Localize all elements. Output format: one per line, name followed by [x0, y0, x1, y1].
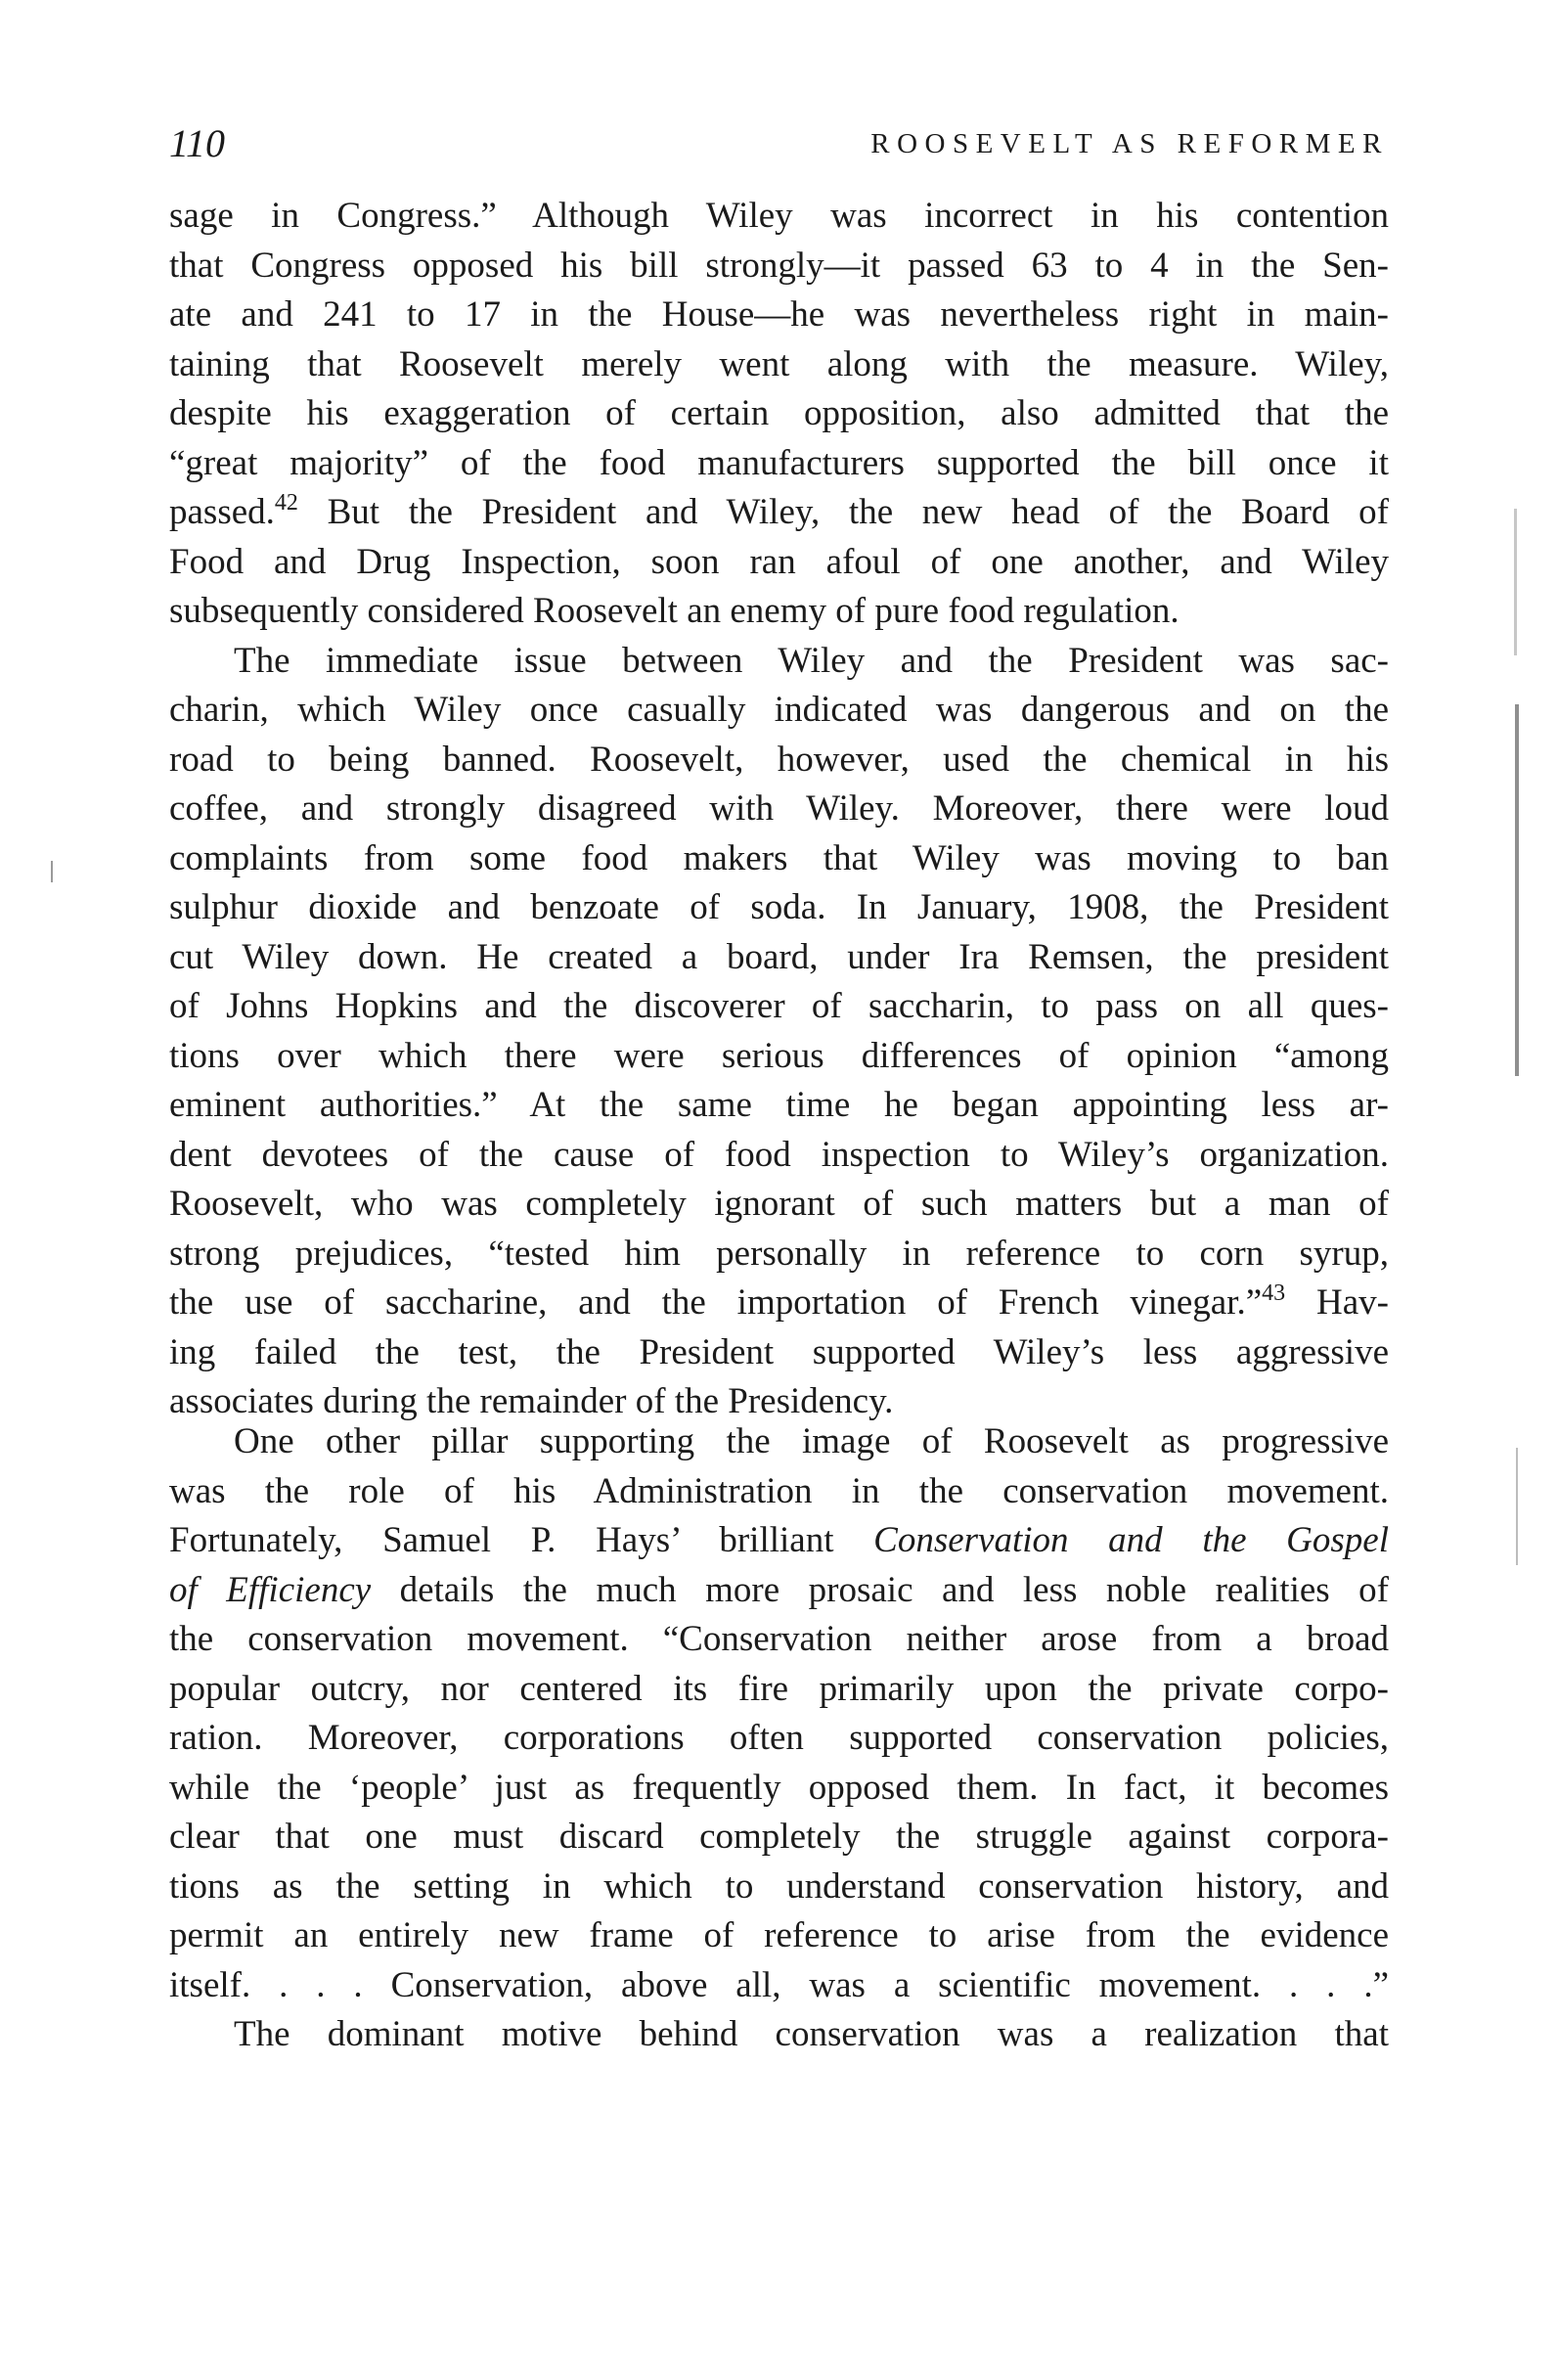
text-line: eminent authorities.” At the same time he began appointing less ar- [169, 1085, 1389, 1125]
book-title-fragment: of Efficiency [169, 1569, 372, 1610]
text-line: permit an entirely new frame of reference to arise from the evidence [169, 1915, 1389, 1955]
text-fragment: But the President and Wiley, the new head of the Board of [297, 492, 1389, 532]
text-line: One other pillar supporting the image of Roosevelt as progressive [234, 1421, 1389, 1461]
text-line: that Congress opposed his bill strongly—it passed 63 to 4 in the Sen- [169, 245, 1389, 286]
scan-artifact [51, 861, 53, 882]
paragraph-1 [169, 192, 1389, 1427]
text-line: ration. Moreover, corporations often supported conservation policies, [169, 1718, 1389, 1758]
text-line: of Johns Hopkins and the discoverer of saccharin, to pass on all ques- [169, 986, 1389, 1026]
text-line: dent devotees of the cause of food inspection to Wiley’s organization. [169, 1134, 1389, 1175]
text-fragment: passed. [169, 492, 275, 532]
scan-artifact [1515, 704, 1519, 1076]
text-line: was the role of his Administration in the conservation movement. [169, 1470, 1389, 1511]
scan-artifact [1514, 509, 1517, 655]
page-header [169, 119, 1389, 168]
footnote-ref-42: 42 [274, 490, 298, 516]
text-line: Food and Drug Inspection, soon ran afoul of one another, and Wiley [169, 541, 1389, 582]
text-line: itself. . . . Conservation, above all, was a scientific movement. . . .” [169, 1964, 1389, 2005]
text-line: associates during the remainder of the Presidency. [169, 1381, 894, 1421]
text-line: subsequently considered Roosevelt an enemy of pure food regulation. [169, 591, 1180, 631]
text-line [169, 1516, 1389, 1566]
text-line: tions as the setting in which to understand conservation history, and [169, 1865, 1389, 1907]
text-line: taining that Roosevelt merely went along with the measure. Wiley, [169, 343, 1389, 384]
text-line: clear that one must discard completely the struggle against corpora- [169, 1817, 1389, 1857]
text-fragment: Fortunately, Samuel P. Hays’ brilliant [169, 1520, 874, 1560]
book-title-fragment: Conservation and the Gospel [873, 1520, 1389, 1560]
paragraph-2 [169, 1417, 1389, 2060]
footnote-ref-43: 43 [1262, 1280, 1286, 1306]
text-line: sage in Congress.” Although Wiley was incorrect in his contention [169, 196, 1389, 236]
text-line: cut Wiley down. He created a board, under Ira Remsen, the president [169, 936, 1389, 977]
text-fragment: details the much more prosaic and less noble realities of [371, 1569, 1389, 1610]
text-line: ing failed the test, the President supported Wiley’s less aggressive [169, 1331, 1389, 1372]
text-line: strong prejudices, “tested him personally in reference to corn syrup, [169, 1233, 1389, 1274]
scan-artifact [1516, 1448, 1518, 1565]
text-line: The immediate issue between Wiley and the President was sac- [234, 640, 1389, 681]
text-line [169, 1279, 1389, 1328]
text-line: the conservation movement. “Conservation neither arose from a broad [169, 1619, 1389, 1659]
text-line: sulphur dioxide and benzoate of soda. In January, 1908, the President [169, 887, 1389, 927]
text-line: road to being banned. Roosevelt, however, used the chemical in his [169, 739, 1389, 780]
text-line: The dominant motive behind conservation was a realization that [234, 2014, 1389, 2054]
text-line: charin, which Wiley once casually indicated was dangerous and on the [169, 690, 1389, 730]
text-fragment: Hav- [1285, 1282, 1389, 1323]
running-head: ROOSEVELT AS REFORMER [870, 128, 1389, 159]
text-line [169, 1566, 1389, 1616]
text-line: tions over which there were serious differences of opinion “among [169, 1035, 1389, 1076]
text-line: Roosevelt, who was completely ignorant of such matters but a man of [169, 1184, 1389, 1224]
text-line: despite his exaggeration of certain opposition, also admitted that the [169, 393, 1389, 433]
text-line: ate and 241 to 17 in the House—he was nevertheless right in main- [169, 294, 1389, 335]
text-line [169, 488, 1389, 538]
text-line: complaints from some food makers that Wiley was moving to ban [169, 837, 1389, 878]
text-line: while the ‘people’ just as frequently opposed them. In fact, it becomes [169, 1767, 1389, 1808]
text-line: “great majority” of the food manufacturers supported the bill once it [169, 442, 1389, 483]
text-line: coffee, and strongly disagreed with Wiley. Moreover, there were loud [169, 788, 1389, 829]
text-fragment: the use of saccharine, and the importation of French vinegar.” [169, 1282, 1263, 1323]
text-line: popular outcry, nor centered its fire primarily upon the private corpo- [169, 1668, 1389, 1709]
page-number: 110 [169, 121, 226, 165]
